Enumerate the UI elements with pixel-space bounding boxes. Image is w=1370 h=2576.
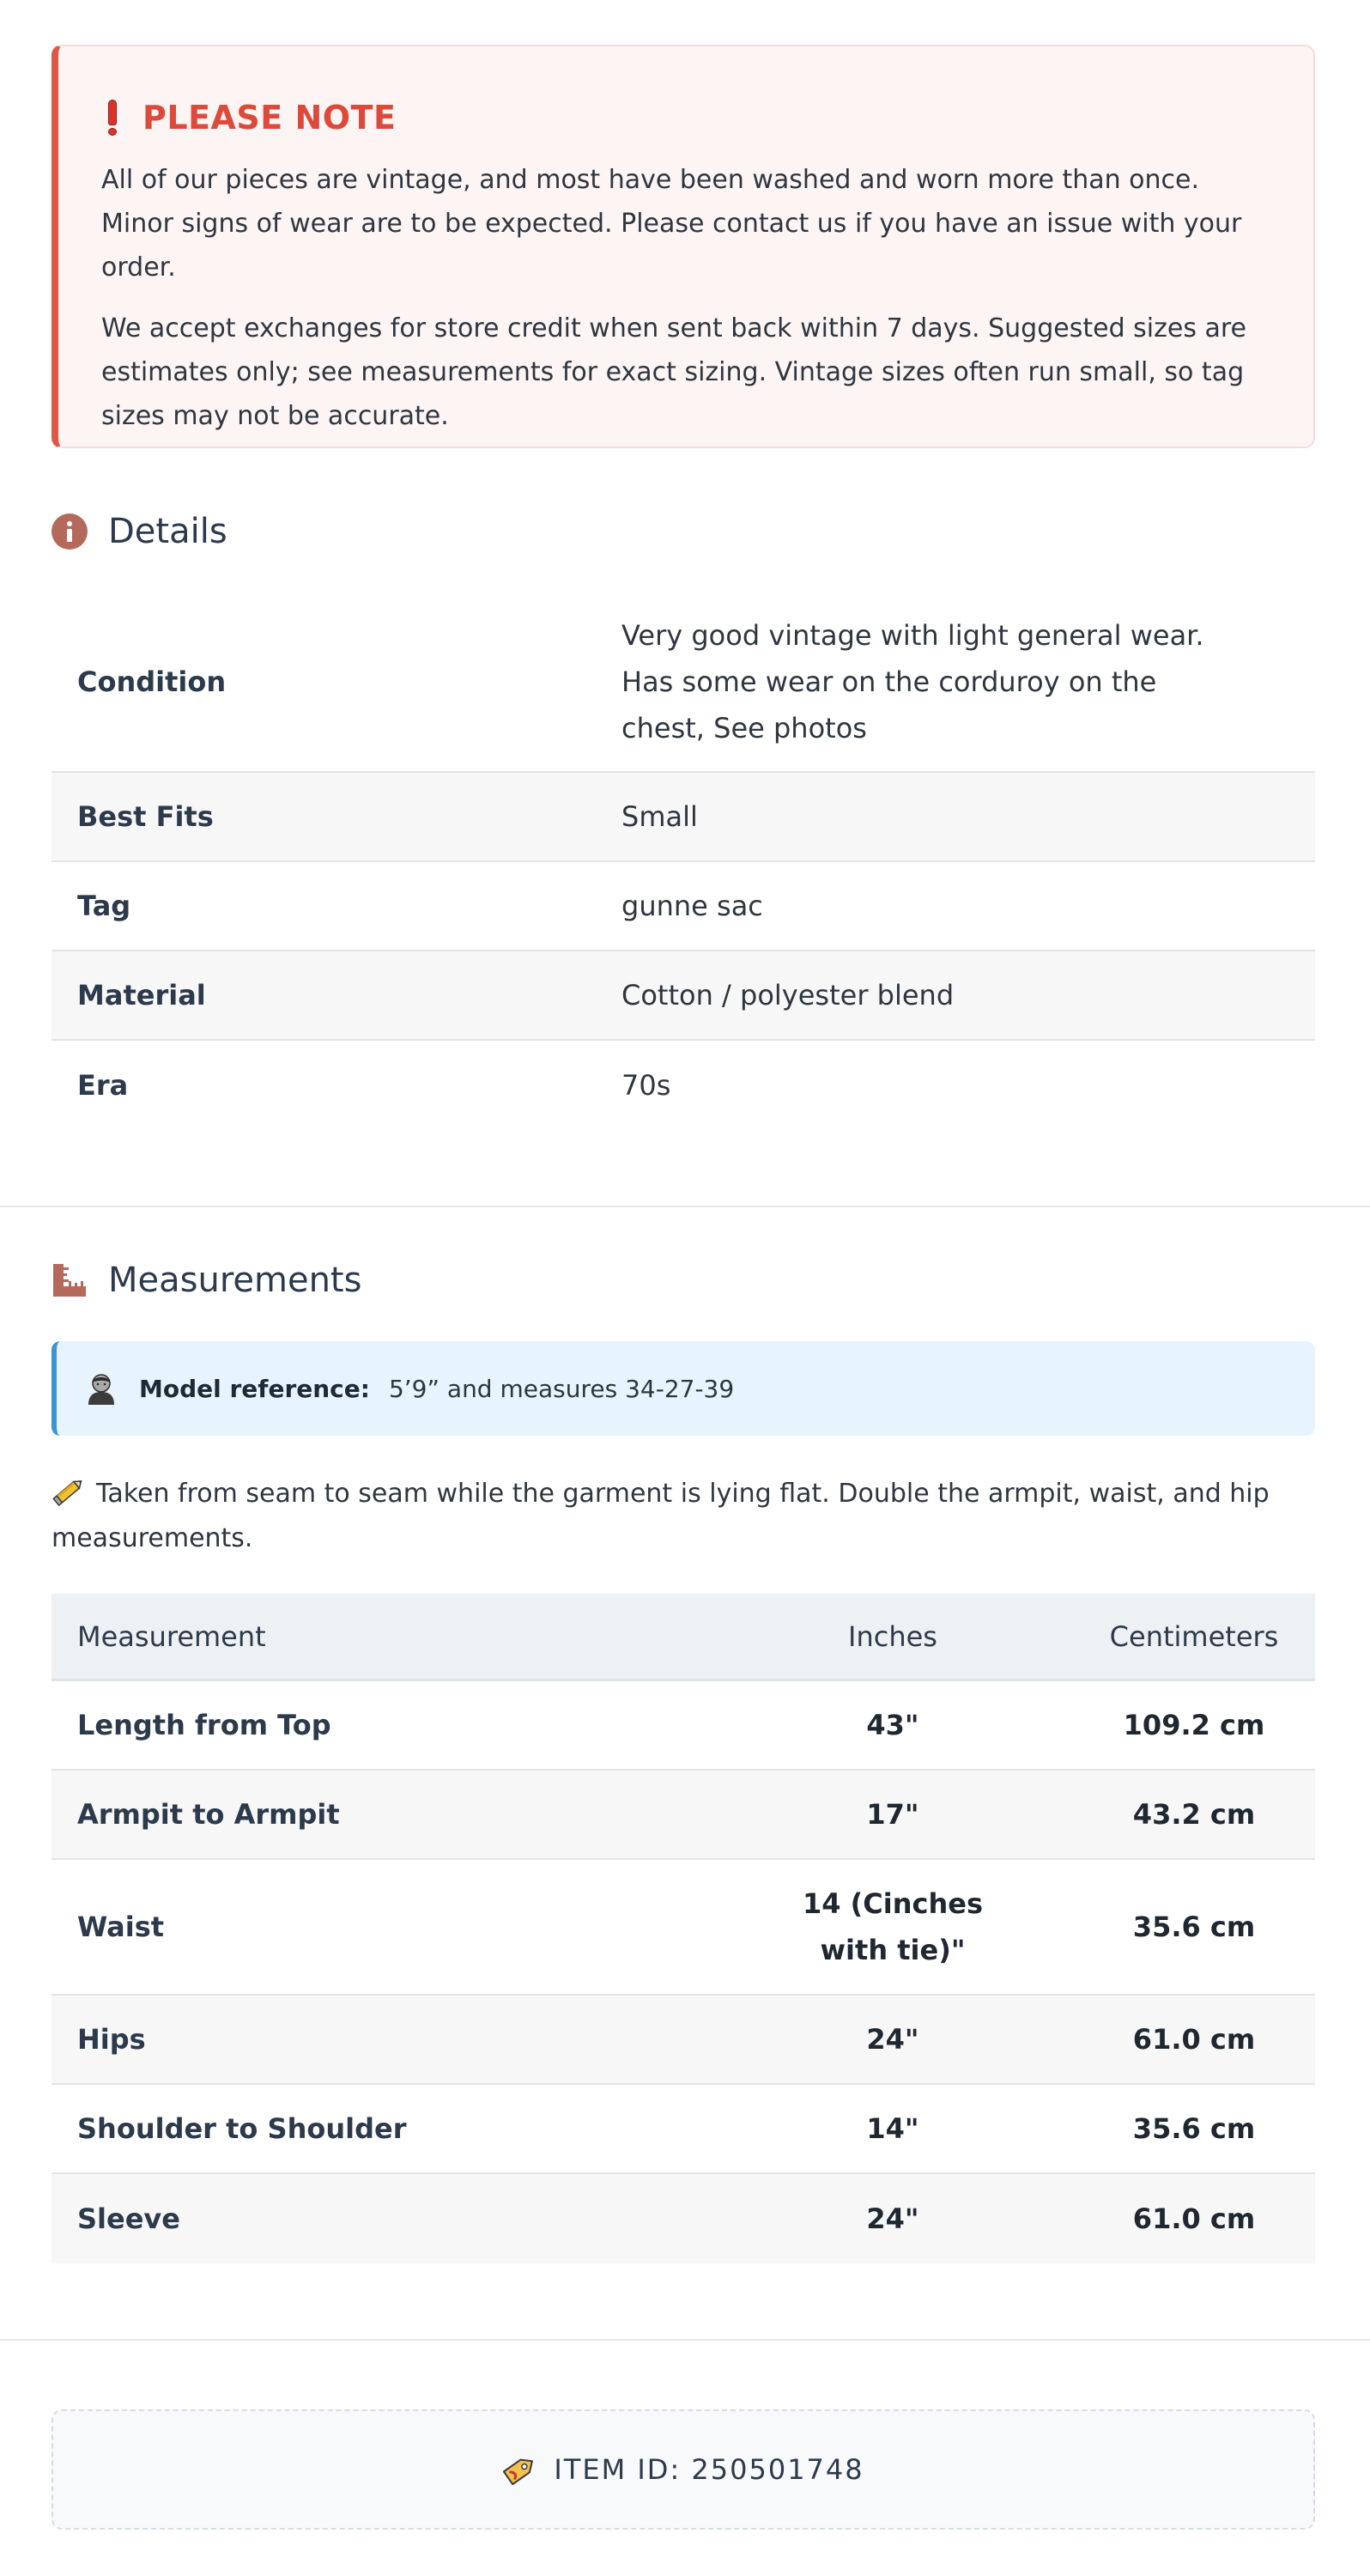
item-id-label: ITEM ID: 250501748: [554, 2453, 864, 2486]
info-icon: [52, 513, 88, 550]
details-label: Best Fits: [77, 800, 214, 833]
model-reference-value: 5’9” and measures 34-27-39: [388, 1374, 735, 1403]
measurement-name: Shoulder to Shoulder: [77, 2112, 407, 2145]
details-value: Small: [621, 800, 698, 833]
measurements-table-header: [52, 1594, 1315, 1681]
exclamation-icon: [106, 100, 118, 136]
details-header: [52, 512, 227, 551]
notice-header: [101, 96, 1270, 139]
measurement-note-text: Taken from seam to seam while the garment is lying flat. Double the armpit, waist, and hip measurements.: [52, 1479, 1270, 1553]
details-table: [52, 592, 1315, 1130]
measurement-name: Length from Top: [77, 1709, 331, 1741]
section-divider: [0, 1206, 1370, 1207]
details-value: 70s: [621, 1069, 671, 1102]
measurement-cm: 35.6 cm: [1132, 2112, 1256, 2145]
measurement-cm: 109.2 cm: [1123, 1709, 1265, 1741]
table-row: [52, 2085, 1315, 2174]
ruler-icon: [52, 1262, 88, 1298]
details-title: Details: [108, 512, 227, 551]
details-row-tag: [52, 862, 1315, 951]
measurement-cm: 61.0 cm: [1132, 2202, 1256, 2235]
measurement-inches: 14 (Cinches with tie)": [802, 1887, 984, 1966]
details-row-best-fits: [52, 773, 1315, 862]
measurement-note: [52, 1472, 1315, 1561]
model-reference-box: [52, 1341, 1315, 1436]
header-measurement: Measurement: [77, 1619, 266, 1653]
details-value: Very good vintage with light general wear. Has some wear on the corduroy on the chest, See photos: [621, 619, 1204, 744]
measurement-inches: 14": [866, 2112, 919, 2145]
details-label: Tag: [77, 890, 131, 922]
item-id-box: [52, 2409, 1315, 2530]
header-inches: Inches: [848, 1619, 937, 1653]
notice-title: PLEASE NOTE: [142, 99, 397, 137]
measurement-cm: 61.0 cm: [1132, 2023, 1256, 2056]
notice-paragraph-wear: All of our pieces are vintage, and most have been washed and worn more than once. Minor signs of wear are to be expected. Please contact us if you have an issue with your order.: [101, 165, 1242, 283]
measurement-cm: 35.6 cm: [1132, 1911, 1256, 1943]
details-row-era: [52, 1041, 1315, 1130]
details-value: Cotton / polyester blend: [621, 979, 955, 1012]
measurement-name: Armpit to Armpit: [77, 1798, 340, 1831]
measurement-cm: 43.2 cm: [1132, 1798, 1256, 1831]
section-divider: [0, 2339, 1370, 2341]
details-label: Condition: [77, 665, 227, 698]
measurement-inches: 24": [866, 2202, 919, 2235]
details-value: gunne sac: [621, 890, 763, 922]
please-note-notice: [52, 45, 1315, 448]
pencil-icon: [52, 1474, 86, 1509]
measurements-header: [52, 1261, 361, 1300]
details-label: Material: [77, 979, 206, 1012]
measurement-inches: 24": [866, 2023, 919, 2056]
header-centimeters: Centimeters: [1109, 1619, 1279, 1653]
tag-icon: [502, 2451, 538, 2488]
measurement-inches: 17": [866, 1798, 919, 1831]
measurements-table: [52, 1594, 1315, 2263]
notice-paragraph-exchanges: We accept exchanges for store credit when sent back within 7 days. Suggested sizes are estimates only; see measurements for exact sizing. Vintage sizes often run small, so tag sizes may not be accurate.: [101, 313, 1247, 431]
table-row: [52, 1681, 1315, 1771]
person-icon: [86, 1371, 117, 1406]
measurement-name: Waist: [77, 1911, 165, 1943]
measurement-name: Sleeve: [77, 2202, 180, 2235]
table-row: [52, 1771, 1315, 1860]
measurement-name: Hips: [77, 2023, 146, 2056]
table-row: [52, 2174, 1315, 2263]
model-reference-label: Model reference:: [139, 1374, 370, 1403]
details-row-material: [52, 951, 1315, 1041]
details-label: Era: [77, 1069, 129, 1102]
measurement-inches: 43": [866, 1709, 919, 1741]
measurements-title: Measurements: [108, 1261, 362, 1300]
details-row-condition: [52, 592, 1315, 773]
table-row: [52, 1996, 1315, 2085]
table-row: [52, 1860, 1315, 1996]
